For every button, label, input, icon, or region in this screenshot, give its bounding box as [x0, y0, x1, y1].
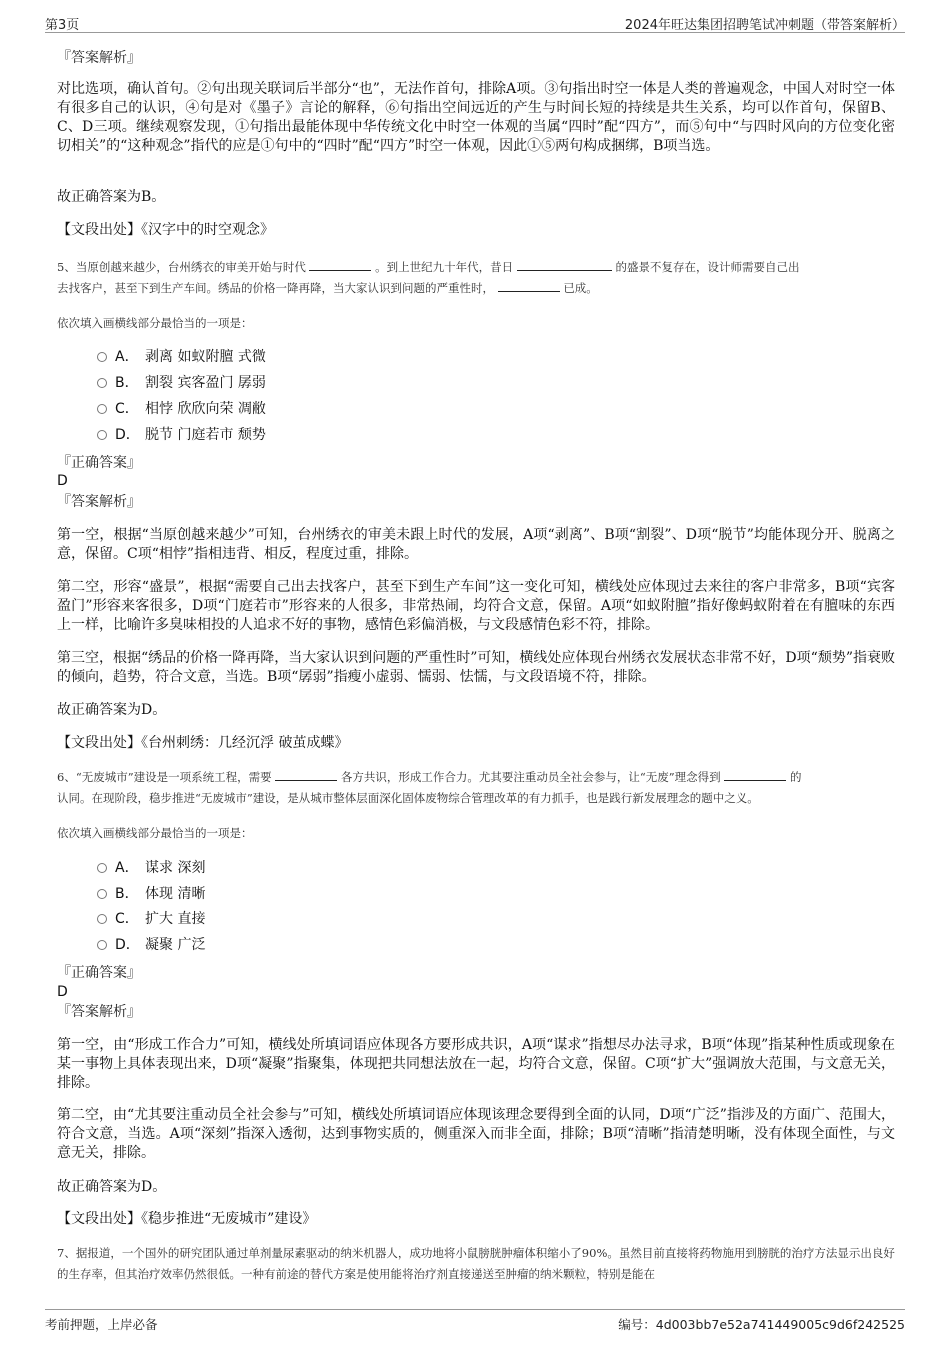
- q5-option-c[interactable]: C． 相悖 欣欣向荣 凋敝: [97, 400, 266, 418]
- q6-correct-label: 『正确答案』: [57, 965, 141, 981]
- q5-option-d[interactable]: D． 脱节 门庭若市 颓势: [97, 426, 266, 444]
- q6-option-d[interactable]: D． 凝聚 广泛: [97, 936, 205, 954]
- source-prefix: 【文段出处】: [57, 1211, 141, 1227]
- q6-analysis-label: 『答案解析』: [57, 1004, 141, 1020]
- q6-text-4: 认同。在现阶段，稳步推进“无废城市”建设，是从城市整体层面深化固体废物综合管理改革的有力抓手，也是践行新发展理念的题中之义。: [57, 791, 759, 805]
- q5-correct-label: 『正确答案』: [57, 455, 141, 471]
- q5-analysis-3: 第三空，根据“绣品的价格一降再降，当大家认识到问题的严重性时”可知，横线处应体现台州绣衣发展状态非常不好，D项“颓势”指衰败的倾向，趋势，符合文意，当选。B项“孱弱”指瘦小虚弱、懦弱、怯懦，与文段语境不符，排除。: [57, 650, 895, 685]
- q6-option-b[interactable]: B． 体现 清晰: [97, 885, 205, 903]
- source-title: 《台州刺绣：几经沉浮 破茧成蝶》: [141, 735, 349, 751]
- document-title: 2024年旺达集团招聘笔试冲刺题（带答案解析）: [624, 18, 905, 33]
- q5-text-1: 5、当原创越来越少，台州绣衣的审美开始与时代: [57, 260, 306, 274]
- q4-source: [57, 221, 895, 240]
- q5-analysis-1: 第一空，根据“当原创越来越少”可知，台州绣衣的审美未跟上时代的发展，A项“剥离”、B项“割裂”、D项“脱节”均能体现分开、脱离之意，保留。C项“相悖”指相违背、相反，程度过重，排除。: [57, 527, 895, 562]
- radio-button-icon[interactable]: [97, 940, 107, 950]
- q7-question: 7、据报道，一个国外的研究团队通过单剂量尿素驱动的纳米机器人，成功地将小鼠膀胱肿瘤体积缩小了90%。虽然目前直接将药物施用到膀胱的治疗方法显示出良好的生存率，但其治疗效率仍然很低。一种有前途的替代方案是使用能将治疗剂直接递送至肿瘤的纳米颗粒，特别是能在: [57, 1246, 895, 1281]
- q6-analysis-2: 第二空，由“尤其要注重动员全社会参与”可知，横线处所填词语应体现该理念要得到全面的认同，D项“广泛”指涉及的方面广、范围大，符合文意，当选。A项“深刻”指深入透彻，达到事物实质的，侧重深入而非全面，排除；B项“清晰”指清楚明晰，没有体现全面性，与文意无关，排除。: [57, 1107, 895, 1161]
- q4-analysis-label: 『答案解析』: [57, 50, 141, 66]
- radio-button-icon[interactable]: [97, 863, 107, 873]
- source-title: 《稳步推进“无废城市”建设》: [141, 1211, 317, 1227]
- q6-analysis-1: 第一空，由“形成工作合力”可知，横线处所填词语应体现各方要形成共识，A项“谋求”指想尽办法寻求，B项“体现”指某种性质或现象在某一事物上具体表现出来，D项“凝聚”指聚集，体现把共同想法放在一起，均符合文意，保留。C项“扩大”强调放大范围，与文意无关，排除。: [57, 1037, 895, 1091]
- q5-text-3: 的盛景不复存在，设计师需要自己出: [615, 260, 800, 274]
- q6-option-a[interactable]: A． 谋求 深刻: [97, 859, 205, 877]
- q5-question: [57, 257, 895, 299]
- q5-source: [57, 734, 895, 753]
- radio-button-icon[interactable]: [97, 914, 107, 924]
- footer-slogan: 考前押题，上岸必备: [45, 1317, 158, 1332]
- q5-text-5: 已成。: [563, 281, 598, 295]
- q5-text-2: 。到上世纪九十年代，昔日: [375, 260, 514, 274]
- source-title: 《汉字中的时空观念》: [141, 222, 274, 238]
- q5-conclusion: 故正确答案为D。: [57, 702, 167, 718]
- radio-button-icon[interactable]: [97, 378, 107, 388]
- blank-2: [724, 768, 786, 781]
- q5-answer: D: [57, 473, 68, 489]
- blank-1: [275, 768, 337, 781]
- document-id: 编号：4d003bb7e52a741449005c9d6f242525: [618, 1317, 905, 1332]
- q4-conclusion: 故正确答案为B。: [57, 189, 166, 205]
- q6-text-3: 的: [789, 770, 802, 784]
- q5-analysis-label: 『答案解析』: [57, 494, 141, 510]
- q6-instruction: 依次填入画横线部分最恰当的一项是：: [57, 826, 253, 840]
- q6-text-2: 各方共识，形成工作合力。尤其要注重动员全社会参与，让“无废”理念得到: [340, 770, 721, 784]
- q6-question: [57, 767, 895, 809]
- blank-1: [309, 258, 371, 271]
- page-header: [45, 12, 905, 33]
- q5-instruction: 依次填入画横线部分最恰当的一项是：: [57, 316, 253, 330]
- q4-analysis-text: 对比选项，确认首句。②句出现关联词后半部分“也”，无法作首句，排除A项。③句指出时空一体是人类的普遍观念，中国人对时空一体有很多自己的认识，④句是对《墨子》言论的解释，⑥句指出空间远近的产生与时间长短的持续是共生关系，均可以作首句，保留B、C、D三项。继续观察发现，①句指出最能体现中华传统文化中时空一体观的当属“四时”配“四方”，而⑤句中“与四时风向的方位变化密切相关”的“这种观念”指代的应是①句中的“四时”配“四方”时空一体观，因此①⑤两句构成捆绑，B项当选。: [57, 81, 895, 154]
- source-prefix: 【文段出处】: [57, 222, 141, 238]
- q5-option-b[interactable]: B． 割裂 宾客盈门 孱弱: [97, 374, 266, 392]
- q5-analysis-2: 第二空，形容“盛景”，根据“需要自己出去找客户，甚至下到生产车间”这一变化可知，横线处应体现过去来往的客户非常多，B项“宾客盈门”形容来客很多，D项“门庭若市”形容来的人很多，非常热闹，均符合文意，保留。A项“如蚁附膻”指好像蚂蚁附着在有膻味的东西上一样，比喻许多臭味相投的人追求不好的事物，感情色彩偏消极，与文段感情色彩不符，排除。: [57, 579, 895, 633]
- blank-3: [498, 279, 560, 292]
- radio-button-icon[interactable]: [97, 404, 107, 414]
- q6-conclusion: 故正确答案为D。: [57, 1179, 167, 1195]
- page-footer: [45, 1309, 905, 1336]
- radio-button-icon[interactable]: [97, 352, 107, 362]
- blank-2: [517, 258, 612, 271]
- radio-button-icon[interactable]: [97, 430, 107, 440]
- page-number: 第3页: [45, 18, 80, 33]
- radio-button-icon[interactable]: [97, 889, 107, 899]
- source-prefix: 【文段出处】: [57, 735, 141, 751]
- q6-option-c[interactable]: C． 扩大 直接: [97, 910, 205, 928]
- q6-text-1: 6、“无废城市”建设是一项系统工程，需要: [57, 770, 272, 784]
- q6-answer: D: [57, 984, 68, 1000]
- q5-text-4: 去找客户，甚至下到生产车间。绣品的价格一降再降，当大家认识到问题的严重性时，: [57, 281, 494, 295]
- q5-option-a[interactable]: A． 剥离 如蚁附膻 式微: [97, 348, 266, 366]
- q6-source: [57, 1210, 895, 1229]
